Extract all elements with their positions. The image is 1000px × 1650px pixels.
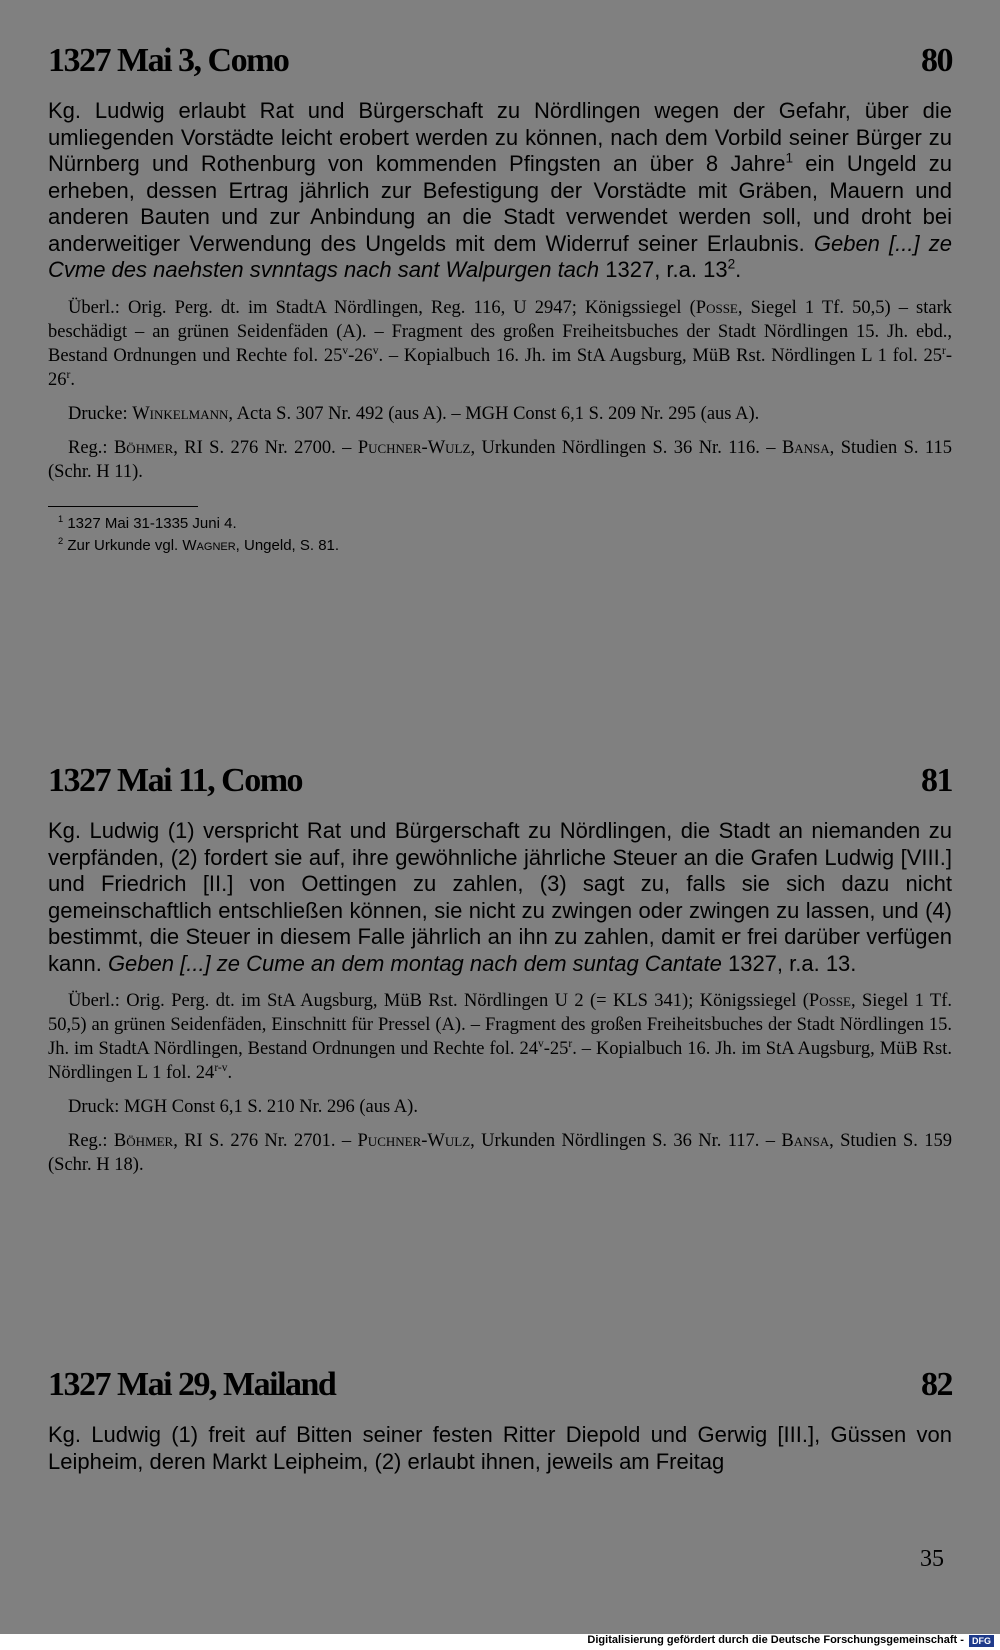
footnote-ref: 1: [785, 150, 794, 166]
folio-sup: r: [568, 1037, 573, 1050]
note-text: . – Kopialbuch 16. Jh. im StA Augsburg, MüB Rst. Nördlingen L 1 fol. 24: [48, 1039, 952, 1083]
dating-quote: Geben [...] ze Cvme des naehsten svnntags nach sant Walpurgen tach: [48, 230, 952, 282]
regesten: [48, 1129, 952, 1177]
summary-text: Kg. Ludwig (1) freit auf Bitten seiner festen Ritter Diepold und Gerwig [III.], Güssen von Leipheim, deren Markt Leipheim, (2) erlaubt ihnen, jeweils am Freitag: [48, 1422, 952, 1474]
entry-number: 80: [921, 42, 952, 79]
note-text: . – Kopialbuch 16. Jh. im StA Augsburg, MüB Rst. Nördlingen L 1 fol. 25: [378, 345, 942, 366]
dating-quote: Geben [...] ze Cume an dem montag nach dem suntag Cantate: [107, 950, 722, 976]
entry-header: [48, 762, 952, 800]
note-text: .: [70, 369, 75, 390]
note-text: Reg.:: [68, 437, 114, 458]
note-text: , RI S. 276 Nr. 2701. –: [173, 1131, 358, 1151]
folio-sup: r: [66, 368, 71, 381]
dfg-logo: DFG: [969, 1635, 994, 1647]
summary-text: Kg. Ludwig (1) verspricht Rat und Bürgerschaft zu Nördlingen, die Stadt an niemanden zu verpfänden, (2) fordert sie auf, ihre gewöhnliche jährliche Steuer an die Grafen Ludwig [VIII.] und Friedrich [II.] von Oettingen zu zahlen, (3) sagt zu, falls sie sich dazu nicht gemeinschaftlich entschließen können, sie nicht zu zwingen oder zwingen zu lassen, und (4) bestimmt, die Steuer in diesem Falle jährlich an ihn zu zahlen, damit er frei darüber verfügen kann.: [48, 818, 952, 976]
author-name: Puchner-Wulz: [357, 437, 471, 458]
punct: .: [735, 257, 742, 282]
drucke: [48, 402, 952, 426]
footer-text: Digitalisierung gefördert durch die Deutsche Forschungsgemeinschaft -: [587, 1634, 964, 1646]
summary-text: ein Ungeld zu erheben, dessen Ertrag jährlich zur Befestigung der Vorstädte mit Gräben, Mauern und anderen Bauten und zur Anbindung an die Stadt verwendet werden soll, und droht bei anderweitiger Verwendung des Ungelds mit dem Widerruf seiner Erlaubnis.: [48, 151, 952, 256]
entry-date: 1327 Mai 3, Como: [48, 42, 289, 79]
note-text: , Acta S. 307 Nr. 492 (aus A). – MGH Const 6,1 S. 209 Nr. 295 (aus A).: [228, 403, 760, 424]
entry-header: [48, 42, 952, 80]
note-text: Druck: MGH Const 6,1 S. 210 Nr. 296 (aus A).: [68, 1097, 418, 1117]
entry-header: [48, 1366, 952, 1404]
author-name: Böhmer: [113, 1131, 174, 1151]
note-text: Drucke:: [68, 403, 133, 424]
author-name: Böhmer: [113, 437, 174, 458]
folio-sup: r-v: [214, 1061, 228, 1074]
ueberlieferung: [48, 296, 952, 392]
author-name: Puchner-Wulz: [357, 1131, 471, 1151]
summary-text: Kg. Ludwig erlaubt Rat und Bürgerschaft zu Nördlingen wegen der Gefahr, über die umliegenden Vorstädte leicht erobert werden zu können, nach dem Vorbild seiner Bürger zu Nürnberg und Rothenburg von kommenden Pfingsten an über 8 Jahre: [48, 98, 952, 176]
entry-82: [48, 1366, 952, 1475]
footnote-text: Zur Urkunde vgl.: [63, 536, 183, 554]
note-text: , Studien S. 159 (Schr. H 18).: [48, 1131, 952, 1175]
entry-summary: [48, 1422, 952, 1475]
entry-number: 81: [921, 762, 952, 799]
note-text: Überl.: Orig. Perg. dt. im StadtA Nördlingen, Reg. 116, U 2947; Königssiegel (: [68, 297, 696, 318]
note-text: , Siegel 1 Tf. 50,5) an grünen Seidenfäden, Einschnitt für Pressel (A). – Fragment des großen Freiheitsbuches der Stadt Nördlingen 15. Jh. im StadtA Nördlingen, Bestand Ordnungen und Rechte fol. 24: [48, 991, 953, 1059]
note-text: -25: [543, 1039, 569, 1059]
regesten: [48, 436, 952, 484]
entry-summary: [48, 818, 952, 977]
folio-sup: v: [342, 344, 349, 357]
footnote-ref: 2: [727, 256, 736, 272]
author-name: Wagner: [182, 536, 236, 554]
author-name: Bansa: [781, 1131, 830, 1151]
note-text: Reg.:: [68, 1131, 114, 1151]
footnote: [58, 513, 952, 535]
footnote: [58, 535, 952, 557]
footnote-text: , Ungeld, S. 81.: [235, 536, 340, 554]
author-name: Winkelmann: [132, 403, 229, 424]
note-text: , Urkunden Nördlingen S. 36 Nr. 117. –: [470, 1131, 782, 1151]
entry-date: 1327 Mai 29, Mailand: [48, 1366, 336, 1403]
folio-sup: v: [372, 344, 379, 357]
ueberlieferung: [48, 989, 952, 1085]
entry-number: 82: [921, 1366, 952, 1403]
folio-sup: v: [537, 1037, 544, 1050]
folio-sup: r: [942, 344, 946, 357]
author-name: Posse: [808, 991, 851, 1011]
entry-summary: [48, 98, 952, 284]
author-name: Posse: [695, 297, 738, 318]
page-number: 35: [920, 1546, 944, 1572]
footer: [0, 1634, 1000, 1650]
note-text: , Studien S. 115 (Schr. H 11).: [48, 437, 952, 482]
entry-81: [48, 762, 952, 1177]
druck: [48, 1095, 952, 1119]
note-text: -26: [48, 345, 952, 390]
footnote-mark: 2: [58, 535, 64, 546]
note-text: .: [227, 1063, 233, 1083]
note-text: , Siegel 1 Tf. 50,5) – stark beschädigt – an grünen Seidenfäden (A). – Fragment des großen Freiheitsbuches der Stadt Nördlingen 15. Jh. ebd., Bestand Ordnungen und Rechte fol. 25: [48, 297, 952, 366]
footnote-mark: 1: [58, 513, 64, 524]
note-text: , Urkunden Nördlingen S. 36 Nr. 116. –: [470, 437, 782, 458]
year-text: 1327, r.a. 13: [599, 257, 728, 282]
note-text: Überl.: Orig. Perg. dt. im StA Augsburg, MüB Rst. Nördlingen U 2 (= KLS 341); Königssiegel (: [68, 991, 809, 1011]
footnote-rule: [48, 506, 198, 507]
note-text: , RI S. 276 Nr. 2700. –: [173, 437, 358, 458]
entry-date: 1327 Mai 11, Como: [48, 762, 303, 799]
author-name: Bansa: [781, 437, 830, 458]
year-text: 1327, r.a. 13.: [721, 950, 857, 976]
footnote-text: 1327 Mai 31-1335 Juni 4.: [63, 514, 237, 532]
entry-80: [48, 42, 952, 557]
note-text: -26: [348, 345, 373, 366]
